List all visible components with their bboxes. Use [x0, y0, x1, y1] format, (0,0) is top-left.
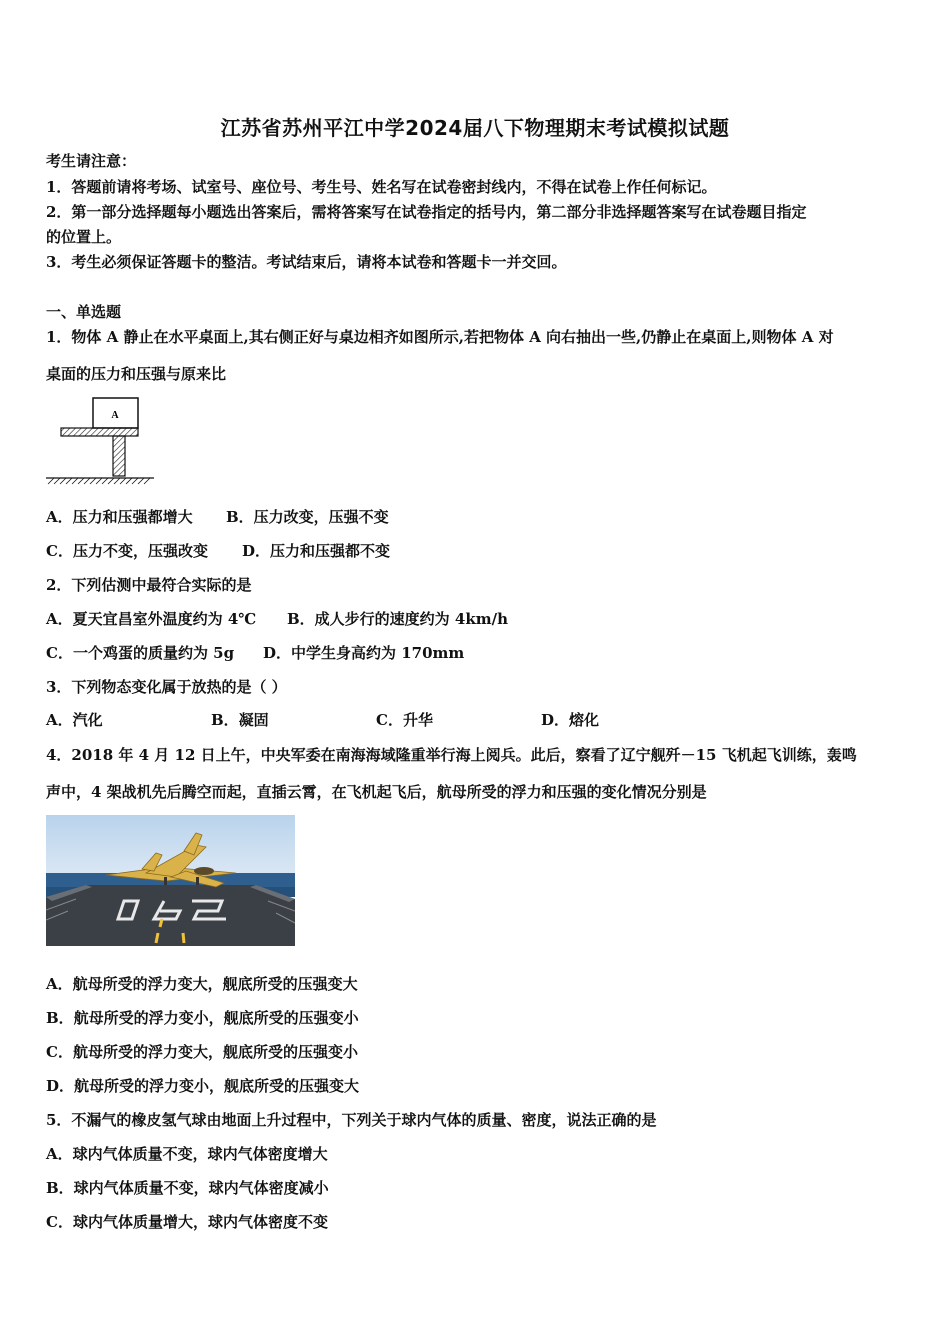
question-5-option-c[interactable]: C．球内气体质量增大，球内气体密度不变 — [46, 1213, 328, 1231]
question-1-options-row — [46, 507, 389, 527]
question-4-option-d[interactable]: D．航母所受的浮力变小，舰底所受的压强变大 — [46, 1077, 360, 1095]
option-a[interactable]: A．汽化 — [46, 711, 103, 729]
page-title: 江苏省苏州平江中学2024届八下物理期末考试模拟试题 — [220, 116, 730, 140]
question-2-options-row — [46, 643, 464, 663]
option-c[interactable]: C．一个鸡蛋的质量约为 5g — [46, 644, 235, 662]
table-block-figure — [46, 395, 156, 487]
ground-hatching — [48, 478, 150, 484]
option-d[interactable]: D．压力和压强都不变 — [242, 542, 391, 560]
notice-item: 2．第一部分选择题每小题选出答案后，需将答案写在试卷指定的括号内，第二部分非选择题答案写在试卷题目指定 — [46, 203, 807, 221]
option-c[interactable]: C．升华 — [376, 711, 433, 729]
option-c[interactable]: C．压力不变，压强改变 — [46, 542, 208, 560]
option-d[interactable]: D．熔化 — [541, 711, 600, 729]
question-4-option-c[interactable]: C．航母所受的浮力变大，舰底所受的压强变小 — [46, 1043, 358, 1061]
question-1-options-row — [46, 541, 390, 561]
question-1-stem: 1．物体 A 静止在水平桌面上,其右侧正好与桌边相齐如图所示,若把物体 A 向右抽出一些,仍静止在桌面上,则物体 A 对 — [46, 328, 834, 346]
table-leg — [113, 436, 125, 476]
notice-heading: 考生请注意： — [46, 152, 137, 170]
option-b[interactable]: B．成人步行的速度约为 4km/h — [287, 610, 508, 628]
aircraft-carrier-photo — [46, 815, 295, 946]
question-2-options-row — [46, 609, 508, 629]
question-5-stem: 5．不漏气的橡皮氢气球由地面上升过程中，下列关于球内气体的质量、密度，说法正确的是 — [46, 1111, 657, 1129]
question-5-option-a[interactable]: A．球内气体质量不变，球内气体密度增大 — [46, 1145, 328, 1163]
question-4-option-b[interactable]: B．航母所受的浮力变小，舰底所受的压强变小 — [46, 1009, 359, 1027]
option-a[interactable]: A．压力和压强都增大 — [46, 508, 193, 526]
notice-item: 3．考生必须保证答题卡的整洁。考试结束后，请将本试卷和答题卡一并交回。 — [46, 253, 567, 271]
notice-item: 1．答题前请将考场、试室号、座位号、考生号、姓名写在试卷密封线内，不得在试卷上作任何标记。 — [46, 178, 717, 196]
block-a-label: A — [111, 410, 119, 421]
question-3-stem: 3．下列物态变化属于放热的是（ ） — [46, 678, 287, 696]
question-4-option-a[interactable]: A．航母所受的浮力变大，舰底所受的压强变大 — [46, 975, 358, 993]
option-b[interactable]: B．凝固 — [211, 711, 269, 729]
notice-item: 的位置上。 — [46, 228, 122, 246]
question-3-options-row — [46, 710, 599, 730]
section-heading: 一、单选题 — [46, 303, 122, 321]
question-4-stem: 4．2018 年 4 月 12 日上午，中央军委在南海海域隆重举行海上阅兵。此后，察看了辽宁舰歼－15 飞机起飞训练，轰鸣 — [46, 746, 857, 764]
option-b[interactable]: B．压力改变，压强不变 — [226, 508, 389, 526]
option-a[interactable]: A．夏天宜昌室外温度约为 4℃ — [46, 610, 257, 628]
option-d[interactable]: D．中学生身高约为 170mm — [263, 644, 465, 662]
question-2-stem: 2．下列估测中最符合实际的是 — [46, 576, 252, 594]
question-1-stem-cont: 桌面的压力和压强与原来比 — [46, 365, 227, 383]
table-top — [61, 428, 138, 436]
question-5-option-b[interactable]: B．球内气体质量不变，球内气体密度减小 — [46, 1179, 329, 1197]
question-4-stem-cont: 声中，4 架战机先后腾空而起，直插云霄，在飞机起飞后，航母所受的浮力和压强的变化情况分别是 — [46, 783, 707, 801]
